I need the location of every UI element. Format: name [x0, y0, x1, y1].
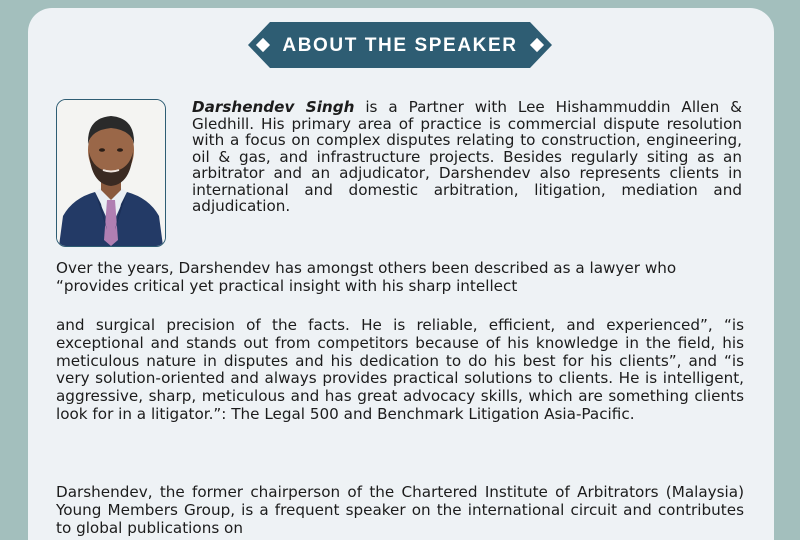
section-title: ABOUT THE SPEAKER: [282, 35, 518, 56]
bio-intro-paragraph: [192, 99, 742, 215]
bio-paragraph-4: Darshendev, the former chairperson of the Chartered Institute of Arbitrators (Malaysia) Young Members Group, is a frequent speaker on the international circuit and contributes to global publications on: [56, 483, 744, 537]
bio-paragraph-3: and surgical precision of the facts. He is reliable, efficient, and experienced”, “is exceptional and stands out from competitors because of his knowledge in the field, his meticulous nature in disputes and his dedication to do his best for his clients”, and “is very solution-oriented and always provides practical solutions to clients. He is intelligent, aggressive, sharp, meticulous and has great advocacy skills, which are something clients look for in a litigator.”: The Legal 500 and Benchmark Litigation Asia-Pacific.: [56, 316, 744, 423]
section-banner: [248, 22, 552, 68]
speaker-portrait-icon: [57, 100, 165, 246]
bio-paragraph-2: Over the years, Darshendev has amongst others been described as a lawyer who “provides critical yet practical insight with his sharp intellect: [56, 259, 677, 295]
speaker-photo: [56, 99, 166, 247]
bio-intro-text: is a Partner with Lee Hishammuddin Allen & Gledhill. His primary area of practice is commercial dispute resolution with a focus on complex disputes relating to construction, engineering, oil & gas, and infrastructure projects. Besides regularly siting as an arbitrator and an adjudicator, Darshendev also represents clients in international and domestic arbitration, litigation, mediation and adjudication.: [192, 98, 742, 215]
speaker-name: Darshendev Singh: [192, 98, 355, 116]
